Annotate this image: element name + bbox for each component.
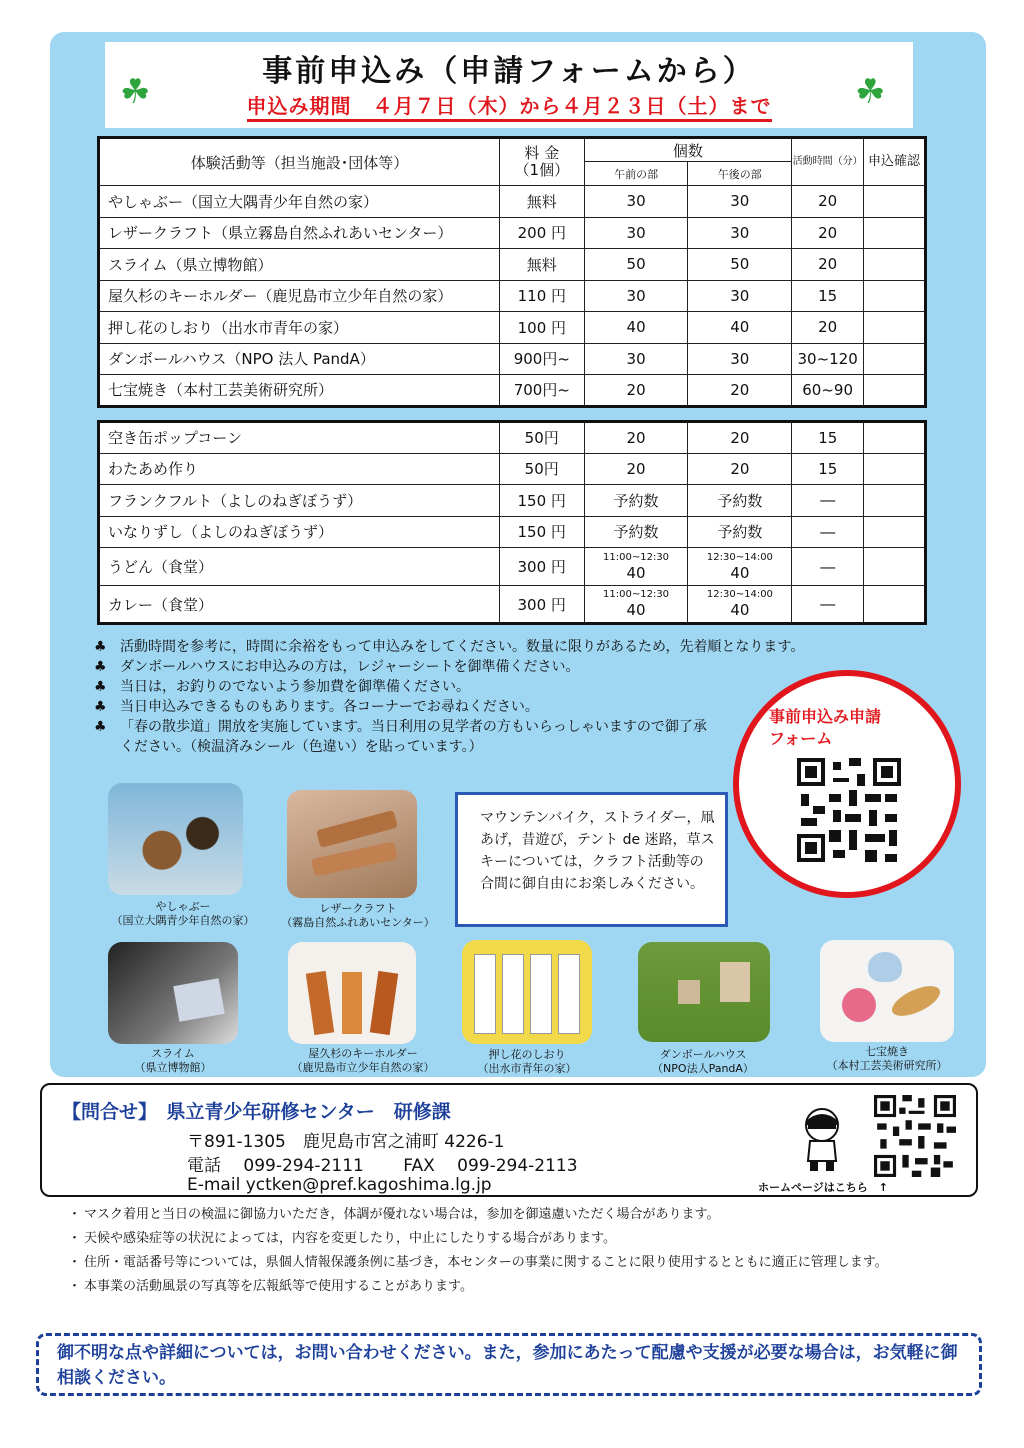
table-row	[99, 485, 926, 517]
confirm-cell[interactable]	[864, 375, 926, 407]
pm-count: 20	[688, 375, 792, 407]
confirm-cell[interactable]	[864, 516, 926, 548]
caption-cardboard-house: ダンボールハウス （NPO法人PandA）	[652, 1048, 754, 1075]
fee-value: 900円~	[499, 343, 584, 375]
table-row	[99, 312, 926, 344]
contact-box	[40, 1083, 978, 1197]
am-count: 50	[584, 249, 688, 281]
duration-value: 15	[792, 280, 864, 312]
session-time: 11:00~12:30	[603, 551, 670, 563]
photo-cardboard-house	[638, 942, 770, 1042]
fee-value: 50円	[499, 422, 584, 454]
disclaimer-item: ・ 本事業の活動風景の写真等を広報紙等で使用することがあります。	[68, 1279, 473, 1294]
table-row	[99, 516, 926, 548]
disclaimer-item: ・ 天候や感染症等の状況によっては，内容を変更したり，中止にしたりする場合があります。	[68, 1231, 616, 1246]
header-fee: 料 金 （1個）	[499, 138, 584, 186]
duration-value: 60~90	[792, 375, 864, 407]
activity-name: レザークラフト（県立霧島自然ふれあいセンター）	[99, 217, 500, 249]
duration-value: 20	[792, 217, 864, 249]
pm-count: 30	[688, 186, 792, 218]
activity-name: ダンボールハウス（NPO 法人 PandA）	[99, 343, 500, 375]
session-count: 40	[626, 563, 646, 582]
fee-value: 300 円	[499, 586, 584, 624]
activity-name: 押し花のしおり（出水市青年の家）	[99, 312, 500, 344]
fee-value: 200 円	[499, 217, 584, 249]
application-period: 申込み期間 ４月７日（木）から４月２３日（土）まで	[105, 90, 913, 119]
qr-code-icon	[797, 758, 901, 862]
confirm-cell[interactable]	[864, 249, 926, 281]
duration-value: ―	[792, 516, 864, 548]
photo-yashabu	[108, 783, 243, 895]
caption-slime: スライム （県立博物館）	[134, 1047, 212, 1074]
session-time: 12:30~14:00	[706, 589, 773, 600]
note-item: ♣ 「春の散歩道」開放を実施しています。当日利用の見学者の方もいらっしゃいますので御了承ください。（検温済みシール（色違い）を貼っています。）	[94, 719, 707, 755]
table-row	[99, 453, 926, 485]
fee-value: 無料	[499, 186, 584, 218]
clover-icon: ☘	[120, 72, 151, 112]
pm-count: 予約数	[688, 485, 792, 517]
duration-value: 20	[792, 312, 864, 344]
caption-bookmark: 押し花のしおり （出水市青年の家）	[477, 1048, 577, 1075]
duration-value: ―	[792, 548, 864, 586]
am-count	[584, 586, 688, 624]
form-label: 事前申込み申請 フォーム	[769, 707, 930, 748]
duration-value: 15	[792, 453, 864, 485]
table-row	[99, 249, 926, 281]
pm-count: 40	[688, 312, 792, 344]
activity-name: わたあめ作り	[99, 453, 500, 485]
header-count: 個数	[584, 138, 791, 162]
pm-count	[688, 586, 792, 624]
fee-value: 50円	[499, 453, 584, 485]
contact-address: 〒891-1305 鹿児島市宮之浦町 4226-1	[187, 1132, 505, 1152]
photo-leathercraft	[287, 790, 417, 898]
free-activities-box: マウンテンバイク，ストライダー，凧あげ，昔遊び，テント de 迷路，草スキーについては，クラフト活動等の合間に御自由にお楽しみください。	[455, 792, 728, 927]
table-row	[99, 375, 926, 407]
activity-name: うどん（食堂）	[99, 548, 500, 586]
clover-icon: ☘	[855, 72, 886, 112]
note-item: ♣ 活動時間を参考に，時間に余裕をもって申込みをしてください。数量に限りがあるため，先着順となります。	[94, 639, 805, 655]
header-time: 活動時間（分）	[792, 138, 864, 186]
activity-name: 空き缶ポップコーン	[99, 422, 500, 454]
table-row	[99, 186, 926, 218]
contact-heading: 【問合せ】 県立青少年研修センター 研修課	[62, 1101, 451, 1123]
pm-count	[688, 548, 792, 586]
confirm-cell[interactable]	[864, 280, 926, 312]
caption-cloisonne: 七宝焼き （本村工芸美術研究所）	[826, 1045, 948, 1072]
am-count: 20	[584, 453, 688, 485]
table-row	[99, 217, 926, 249]
session-count: 40	[626, 601, 646, 619]
caption-leathercraft: レザークラフト （霧島自然ふれあいセンター）	[281, 902, 435, 929]
application-form-qr[interactable]	[733, 670, 961, 898]
header-activity: 体験活動等（担当施設･団体等）	[99, 138, 500, 186]
food-table	[97, 420, 927, 625]
table-row	[99, 422, 926, 454]
am-count	[584, 548, 688, 586]
fee-value: 無料	[499, 249, 584, 281]
table-row	[99, 280, 926, 312]
am-count: 20	[584, 375, 688, 407]
duration-value: 15	[792, 422, 864, 454]
caption-yashabu: やしゃぶー （国立大隅青少年自然の家）	[111, 900, 255, 927]
activity-name: 屋久杉のキーホルダー（鹿児島市立少年自然の家）	[99, 280, 500, 312]
session-time: 12:30~14:00	[706, 551, 773, 563]
confirm-cell[interactable]	[864, 453, 926, 485]
caption-keyholder: 屋久杉のキーホルダー （鹿児島市立少年自然の家）	[291, 1047, 435, 1074]
homepage-qr-icon[interactable]	[874, 1095, 956, 1177]
mascot-icon	[798, 1105, 846, 1175]
table-row	[99, 548, 926, 586]
am-count: 30	[584, 280, 688, 312]
pm-count: 50	[688, 249, 792, 281]
am-count: 40	[584, 312, 688, 344]
activity-name: 七宝焼き（本村工芸美術研究所）	[99, 375, 500, 407]
activity-table	[97, 136, 927, 408]
fee-value: 150 円	[499, 485, 584, 517]
contact-phone-fax: 電話 099-294-2111 FAX 099-294-2113	[187, 1156, 578, 1176]
note-item: ♣ 当日は，お釣りのでないよう参加費を御準備ください。	[94, 679, 470, 695]
am-count: 20	[584, 422, 688, 454]
photo-cloisonne	[820, 940, 954, 1042]
am-count: 予約数	[584, 485, 688, 517]
header-am: 午前の部	[584, 162, 688, 186]
fee-value: 100 円	[499, 312, 584, 344]
confirm-cell[interactable]	[864, 422, 926, 454]
duration-value: 20	[792, 249, 864, 281]
duration-value: ―	[792, 586, 864, 624]
session-count: 40	[730, 601, 750, 619]
disclaimer-item: ・ マスク着用と当日の検温に御協力いただき，体調が優れない場合は，参加を御遠慮いただく場合があります。	[68, 1207, 720, 1222]
activity-name: カレー（食堂）	[99, 586, 500, 624]
pm-count: 20	[688, 453, 792, 485]
duration-value: ―	[792, 485, 864, 517]
duration-value: 20	[792, 186, 864, 218]
am-count: 30	[584, 343, 688, 375]
title-box	[105, 42, 913, 128]
note-item: ♣ ダンボールハウスにお申込みの方は，レジャーシートを御準備ください。	[94, 659, 580, 675]
am-count: 30	[584, 186, 688, 218]
pm-count: 30	[688, 343, 792, 375]
inquiry-note: 御不明な点や詳細については，お問い合わせください。また，参加にあたって配慮や支援が必要な場合は，お気軽に御相談ください。	[36, 1333, 982, 1396]
fee-value: 110 円	[499, 280, 584, 312]
activity-name: フランクフルト（よしのねぎぼうず）	[99, 485, 500, 517]
activity-name: スライム（県立博物館）	[99, 249, 500, 281]
photo-slime	[108, 942, 238, 1044]
session-time: 11:00~12:30	[603, 589, 670, 600]
fee-value: 700円~	[499, 375, 584, 407]
header-confirm: 申込確認	[864, 138, 926, 186]
activity-name: やしゃぶー（国立大隅青少年自然の家）	[99, 186, 500, 218]
table-row	[99, 343, 926, 375]
session-count: 40	[730, 563, 750, 582]
am-count: 予約数	[584, 516, 688, 548]
confirm-cell[interactable]	[864, 217, 926, 249]
disclaimer-item: ・ 住所・電話番号等については，県個人情報保護条例に基づき，本センターの事業に関することに限り使用するとともに適正に管理します。	[68, 1255, 888, 1270]
contact-email[interactable]: E-mail yctken@pref.kagoshima.lg.jp	[187, 1175, 492, 1195]
confirm-cell[interactable]	[864, 343, 926, 375]
fee-value: 300 円	[499, 548, 584, 586]
header-pm: 午後の部	[688, 162, 792, 186]
activity-name: いなりずし（よしのねぎぼうず）	[99, 516, 500, 548]
pm-count: 予約数	[688, 516, 792, 548]
photo-keyholder	[288, 942, 416, 1044]
note-item: ♣ 当日申込みできるものもあります。各コーナーでお尋ねください。	[94, 699, 539, 715]
confirm-cell[interactable]	[864, 586, 926, 624]
homepage-label: ホームページはこちら ↑	[758, 1181, 888, 1194]
table-row	[99, 586, 926, 624]
fee-value: 150 円	[499, 516, 584, 548]
confirm-cell[interactable]	[864, 485, 926, 517]
disclaimer-list	[70, 1203, 990, 1299]
pm-count: 30	[688, 280, 792, 312]
confirm-cell[interactable]	[864, 186, 926, 218]
pm-count: 30	[688, 217, 792, 249]
confirm-cell[interactable]	[864, 548, 926, 586]
page-title: 事前申込み（申請フォームから）	[262, 54, 756, 89]
duration-value: 30~120	[792, 343, 864, 375]
pm-count: 20	[688, 422, 792, 454]
photo-bookmark	[462, 940, 592, 1044]
am-count: 30	[584, 217, 688, 249]
confirm-cell[interactable]	[864, 312, 926, 344]
